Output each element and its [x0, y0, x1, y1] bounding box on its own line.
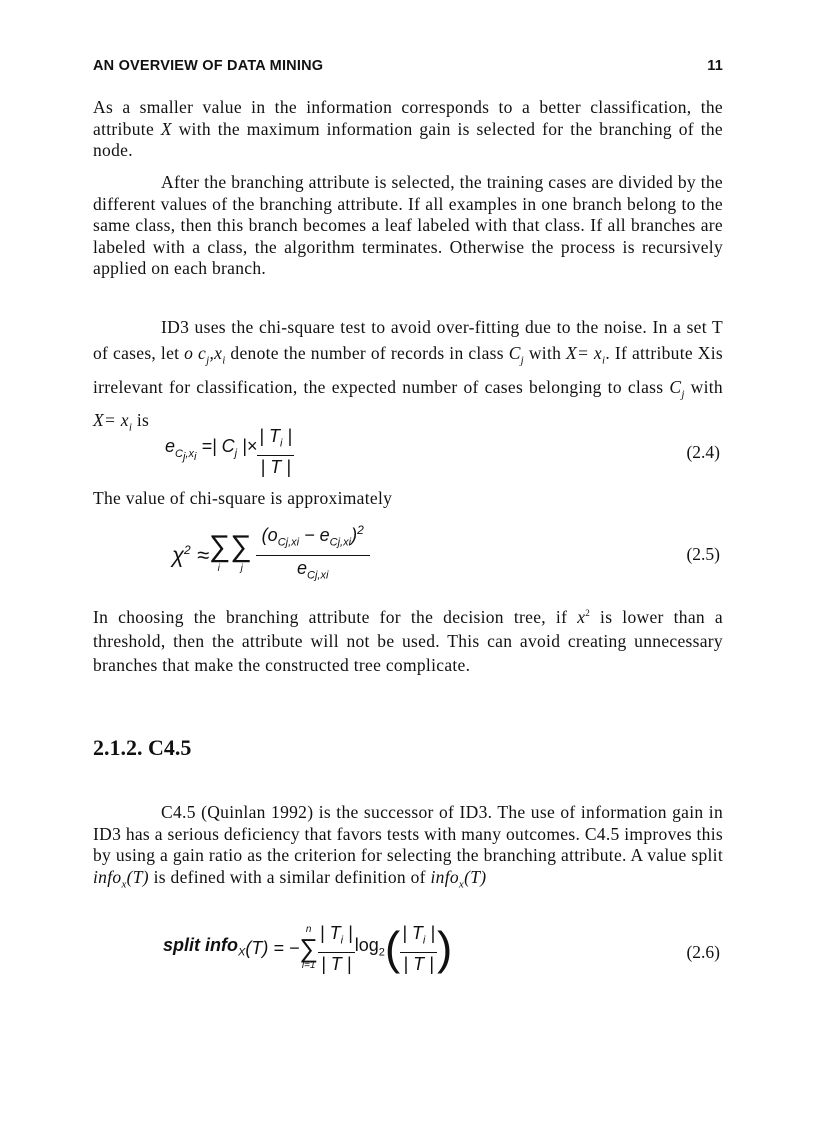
- paragraph-1: [93, 97, 723, 162]
- eq-sub: X: [238, 946, 246, 959]
- eq-e: e: [165, 435, 176, 456]
- text: with: [684, 376, 723, 397]
- eq-sub: C: [307, 569, 315, 582]
- paragraph-4: The value of chi-square is approximately: [93, 488, 393, 508]
- eq-sub: ,x: [317, 569, 326, 582]
- text: denote the number of records in class: [225, 343, 509, 363]
- eq-den: | T |: [260, 456, 291, 477]
- fraction: [318, 922, 355, 975]
- equation-2-4: [0, 425, 816, 475]
- eq-den: e: [296, 557, 307, 578]
- eq-index: n: [305, 924, 312, 936]
- sub: j: [206, 354, 210, 367]
- sum-symbol: ∑: [299, 933, 318, 964]
- eq-sub: C: [277, 536, 286, 549]
- eq-sub: ,x: [340, 536, 349, 549]
- eq-sup: 2: [357, 523, 364, 537]
- text: C4.5 (Quinlan 1992) is the successor of ID3. The use of information gain in ID3 has a serious deficiency that favors tests with many outcomes. C4.5 improves this by using a gain ratio as the criterion for selecting the branching attribute. A value split: [93, 802, 723, 865]
- sub: x: [121, 878, 127, 890]
- eq-split-info: split info: [163, 934, 238, 955]
- fraction: [257, 425, 294, 478]
- eq-num: − e: [299, 525, 330, 545]
- text: with: [524, 343, 566, 363]
- text: ID3 uses the chi-square test to avoid over-fitting due to the noise. In a set T of cases, let: [93, 317, 723, 363]
- eq-index: i=1: [301, 960, 316, 972]
- paren-open: (: [384, 922, 401, 975]
- var: ,x: [209, 343, 223, 363]
- running-head: [93, 58, 723, 74]
- eq-text: =| C: [196, 435, 235, 456]
- text: In choosing the branching attribute for the decision tree, if: [93, 606, 578, 627]
- section-heading: 2.1.2. C4.5: [93, 735, 192, 760]
- var-x: X: [160, 118, 172, 139]
- var-info: info: [430, 866, 459, 887]
- eq-num: |: [282, 426, 293, 446]
- eq-sub: j: [182, 450, 186, 463]
- paren-close: ): [437, 922, 453, 975]
- eq-sub: 2: [378, 946, 385, 959]
- eq-sub: i: [193, 450, 197, 463]
- var-info: info: [93, 866, 122, 887]
- eq-sub: ,x: [288, 536, 297, 549]
- var: X= x: [93, 410, 129, 430]
- text: with the maximum information gain is selected for the branching of the node.: [93, 118, 724, 160]
- sub: i: [602, 354, 606, 367]
- fraction: [400, 922, 437, 975]
- eq-den: | T |: [321, 953, 352, 974]
- eq-sub: i: [422, 934, 426, 947]
- eq-sub: i: [325, 569, 329, 582]
- eq-den: | T |: [403, 953, 434, 974]
- sub: x: [458, 878, 465, 890]
- eq-sub: j: [285, 536, 289, 549]
- sum-symbol: ∑∑: [208, 529, 252, 563]
- text: is defined with a similar definition of: [148, 866, 431, 887]
- sub: i: [222, 354, 226, 367]
- sub: i: [128, 421, 133, 434]
- eq-text: |×: [237, 435, 258, 456]
- equation-number: (2.5): [686, 544, 720, 564]
- text: As a smaller value in the information corresponds to a better classification, the attribute: [93, 97, 723, 139]
- text: is lower than a threshold, then the attribute will not be used. This can avoid creating unnecessary branches that make the constructed tree complicate.: [93, 606, 723, 675]
- var: (T): [126, 866, 149, 887]
- text: is: [132, 410, 150, 430]
- eq-sub: i: [279, 437, 283, 450]
- equation-number: (2.4): [686, 442, 720, 462]
- sub: j: [520, 354, 525, 367]
- equation-2-5: [0, 518, 816, 588]
- sup: 2: [585, 608, 591, 618]
- var: X= x: [566, 343, 602, 363]
- var: (T): [464, 866, 487, 887]
- eq-sub: j: [234, 447, 238, 460]
- eq-num: | T: [402, 923, 423, 943]
- var-x: x: [577, 606, 586, 627]
- eq-sup: 2: [184, 542, 191, 557]
- eq-num: |: [425, 923, 436, 943]
- paragraph-5: [93, 601, 723, 677]
- var: C: [508, 343, 521, 363]
- eq-index: i: [217, 562, 220, 574]
- eq-sub: i: [340, 934, 344, 947]
- sub: j: [681, 388, 685, 400]
- eq-index: j: [240, 562, 243, 574]
- eq-log: log: [354, 934, 379, 955]
- eq-num: | T: [319, 923, 341, 943]
- eq-num: | T: [259, 426, 280, 446]
- eq-sub: i: [296, 536, 300, 549]
- page-number: 11: [707, 58, 723, 74]
- paragraph-3: [93, 314, 723, 441]
- eq-num: |: [343, 923, 353, 943]
- paragraph-2: After the branching attribute is selected, the training cases are divided by the different values of the branching attribute. If all examples in one branch belong to the same class, then this branch becomes a leaf labeled with that class. If all branches are labeled with a class, the algorithm terminates. Otherwise the process is recursively applied on each branch.: [93, 172, 723, 278]
- paragraph-6: [93, 802, 723, 896]
- var: o c: [184, 343, 207, 363]
- eq-sub: i: [348, 536, 352, 549]
- equation-2-6: [0, 922, 816, 984]
- running-head-title: AN OVERVIEW OF DATA MINING: [93, 58, 324, 74]
- eq-sub: C: [329, 536, 338, 549]
- eq-chi: χ: [172, 542, 185, 568]
- eq-num: (o: [261, 525, 278, 545]
- eq-num: ): [351, 525, 358, 545]
- eq-sub: j: [337, 536, 341, 549]
- fraction: [256, 518, 370, 587]
- text: . If attribute Xis irrelevant for classification, the expected number of cases belonging to class: [93, 343, 723, 397]
- eq-sub: j: [314, 569, 318, 582]
- eq-approx: ≈: [190, 542, 209, 568]
- var: C: [669, 376, 682, 397]
- eq-sub: ,x: [185, 447, 194, 460]
- eq-text: (T) = −: [245, 938, 300, 959]
- equation-number: (2.6): [686, 942, 720, 962]
- eq-sub: C: [175, 447, 183, 460]
